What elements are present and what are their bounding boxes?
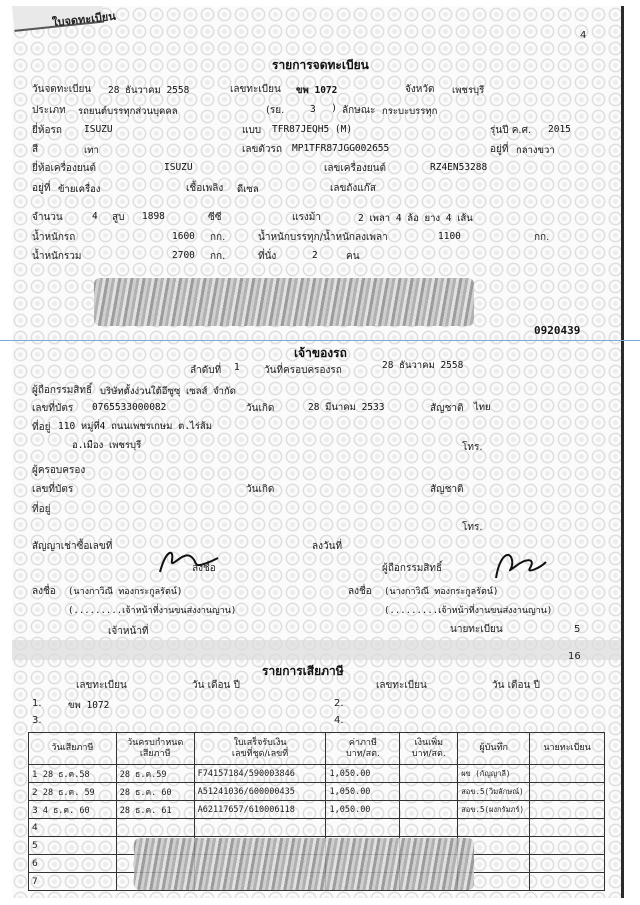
gross-unit: กก. [210,251,226,262]
sign3-label: ลงชื่อ [348,586,372,597]
owner-name: บริษัทตั้งง่วนใต้อีซูซุ เซลส์ จำกัด [100,386,236,397]
color-label: สี [32,144,39,155]
weight-label: น้ำหนักรถ [32,232,76,243]
model-year-label: รุ่นปี ค.ศ. [490,125,532,136]
code-value: 3 [310,104,316,115]
id-number: 0765533000082 [92,402,167,413]
nation-label: สัญชาติ [430,403,464,414]
engine-brand-label: ยี่ห้อเครื่องยนต์ [32,163,97,174]
paid-date: 4 ธ.ค. 60 [42,805,90,816]
paid-date: 28 ธ.ค. 59 [42,787,95,798]
model-label: แบบ [242,125,262,136]
tax-list-num: 3. [32,715,42,726]
seats-unit: คน [346,251,360,262]
signature-owner [490,548,550,582]
holder-address-label: ที่อยู่ [32,504,51,515]
extra-amount [400,783,458,801]
tax-list-num: 2. [334,698,344,709]
redacted-area [94,278,474,326]
address-line1: 110 หมู่ที่4 ถนนเพชรเกษม ต.ไร่ส้ม [58,421,212,432]
tax-amount: 1,050.00 [326,783,400,801]
tax-header-amount: ค่าภาษี บาท/สต. [326,733,400,765]
table-row [29,783,605,801]
contract-label: สัญญาเช่าซื้อเลขที่ [32,541,113,552]
due-date: 28 ธ.ค. 61 [116,801,194,819]
table-row [29,765,605,783]
weight: 1600 [172,231,195,242]
recorder: สอข.5(ผงกรัมภร์) [458,801,530,819]
side-number-5: 5 [574,624,581,635]
tax-list-plate: ขพ 1072 [68,700,110,711]
officer-label: เจ้าหน้าที่ [108,626,149,637]
redacted-area-bottom [134,838,474,890]
extra-amount [400,801,458,819]
chassis-label: เลขตัวรถ [242,144,282,155]
receipt-number: A62117657/610006118 [194,801,326,819]
cyl-unit: สูบ [112,212,125,223]
owner-title: เจ้าของรถ [294,346,347,360]
row-number: 6 [32,858,38,869]
row-number: 1 [32,769,38,780]
cylinders: 4 [92,211,98,222]
row-number: 3 [32,805,38,816]
id-label: เลขที่บัตร [32,403,74,414]
engine-loc-label: อยู่ที่ [32,183,51,194]
serial-number: 0920439 [534,324,581,337]
tax-col-plate2: เลขทะเบียน [376,680,427,691]
province: เพชรบุรี [452,85,485,96]
color: เทา [84,145,99,156]
side-number-16: 16 [568,651,581,662]
cc-unit: ซีซี [208,212,222,223]
style-label: ลักษณะ [342,105,376,116]
tax-header-registrar: นายทะเบียน [530,733,605,765]
cc: 1898 [142,211,165,222]
signer-name-left: (นางกาวิณี ทองกระกูลรัตน์) [68,587,183,597]
registrar-label: นายทะเบียน [450,624,503,635]
receipt-number: F74157184/590003846 [194,765,326,783]
brand-label: ยี่ห้อรถ [32,125,62,136]
owner-label: ผู้ถือกรรมสิทธิ์ [32,385,93,396]
order-number: 1 [234,362,240,373]
sign-label: ลงชื่อ [192,563,216,574]
row-number: 4 [32,822,38,833]
gross-weight: 2700 [172,250,195,261]
tax-col-date2: วัน เดือน ปี [492,680,540,691]
contract-date-label: ลงวันที่ [312,541,343,552]
page-number: 4 [580,30,587,41]
axles: 2 เพลา 4 ล้อ ยาง 4 เส้น [358,213,473,224]
row-number: 7 [32,876,38,887]
fuel: ดีเซล [237,184,259,195]
code-label: (รย. [266,105,285,116]
engine-number: RZ4EN53288 [430,162,488,173]
tax-amount: 1,050.00 [326,765,400,783]
load-label: น้ำหนักบรรทุก/น้ำหนักลงเพลา [258,232,388,243]
due-date: 28 ธ.ค. 60 [116,783,194,801]
brand: ISUZU [84,124,113,135]
possess-date: 28 ธันวาคม 2558 [382,360,464,371]
registrar-sign [530,765,605,783]
phone-label: โทร. [462,442,483,453]
tax-header-recorder: ผู้บันทึก [458,733,530,765]
scan-line [0,340,640,341]
sign2-label: ลงชื่อ [32,586,56,597]
table-row [29,801,605,819]
gross-label: น้ำหนักรวม [32,251,82,262]
registrar-sign [530,801,605,819]
address-label: ที่อยู่ [32,422,51,433]
gas-label: เลขถังแก๊ส [330,183,376,194]
engine-brand: ISUZU [164,162,193,173]
order-label: ลำดับที่ [190,365,222,376]
load-unit: กก. [534,232,550,243]
possess-label: วันที่ครอบครองรถ [264,365,342,376]
page-title: รายการจดทะเบียน [272,58,369,72]
registration-document [12,6,624,898]
hp-label: แรงม้า [292,212,321,223]
reg-date: 28 ธันวาคม 2558 [108,85,190,96]
tax-header-extra: เงินเพิ่ม บาท/สต. [400,733,458,765]
load: 1100 [438,231,461,242]
extra-amount [400,765,458,783]
owner-sig-label: ผู้ถือกรรมสิทธิ์ [382,563,443,574]
tax-title: รายการเสียภาษี [262,664,344,678]
style-value: กระบะบรรทุก [382,106,438,117]
receipt-number: A51241036/600000435 [194,783,326,801]
chassis-loc-label: อยู่ที่ [490,144,509,155]
chassis-location: กลางขวา [516,145,555,156]
model-year: 2015 [548,124,571,135]
nationality: ไทย [474,402,491,413]
seats-label: ที่นั่ง [258,251,277,262]
row-number: 5 [32,840,38,851]
birth-label: วันเกิด [246,403,275,414]
weight-unit: กก. [210,232,226,243]
signer-position-left: (.........เจ้าหน้าที่งานขนส่งงานญาน) [68,606,237,616]
tax-list-num: 4. [334,715,344,726]
seats: 2 [312,250,318,261]
holder-label: ผู้ครอบครอง [32,465,86,476]
code-close: ) [332,103,336,114]
holder-phone-label: โทร. [462,522,483,533]
corner-text: ใบจดทะเบียน [51,9,117,30]
vehicle-type: รถยนต์บรรทุกส่วนบุคคล [78,106,178,117]
paid-date: 28 ธ.ค.58 [42,769,90,780]
province-label: จังหวัด [405,84,435,95]
fold-band [12,640,624,660]
registrar-sign [530,783,605,801]
chassis-number: MP1TFR87JGG002655 [292,143,390,154]
due-date: 28 ธ.ค.59 [116,765,194,783]
tax-header-receipt: ใบเสร็จรับเงิน เลขที่ชุด/เลขที่ [194,733,326,765]
holder-id-label: เลขที่บัตร [32,484,74,495]
tax-col-plate: เลขทะเบียน [76,680,127,691]
birth-date: 28 มีนาคม 2533 [308,402,385,413]
tax-header-paid: วันเสียภาษี [29,733,117,765]
recorder: สอข.5(วิมลักษณ์) [458,783,530,801]
tax-list-num: 1. [32,698,42,709]
holder-nation-label: สัญชาติ [430,484,464,495]
holder-birth-label: วันเกิด [246,484,275,495]
plate-number: ขพ 1072 [296,85,338,96]
table-row [29,819,605,837]
recorder: ผข (กัญญาลี) [458,765,530,783]
tax-col-date: วัน เดือน ปี [192,680,240,691]
tax-table-header [29,733,605,765]
model: TFR87JEQH5 (M) [272,124,353,135]
signer-position-right: (.........เจ้าหน้าที่งานขนส่งงานญาน) [384,606,553,616]
address-line2: อ.เมือง เพชรบุรี [72,440,142,451]
fuel-label: เชื้อเพลิง [186,183,224,194]
engine-location: ข้ายเครื่อง [58,184,101,195]
plate-label: เลขทะเบียน [230,84,281,95]
reg-date-label: วันจดทะเบียน [32,84,92,95]
type-label: ประเภท [32,105,66,116]
tax-amount: 1,050.00 [326,801,400,819]
engine-no-label: เลขเครื่องยนต์ [324,163,386,174]
cylinders-label: จำนวน [32,212,63,223]
row-number: 2 [32,787,38,798]
signer-name-right: (นางกาวิณี ทองกระกูลรัตน์) [384,587,499,597]
tax-header-due: วันครบกำหนด เสียภาษี [116,733,194,765]
